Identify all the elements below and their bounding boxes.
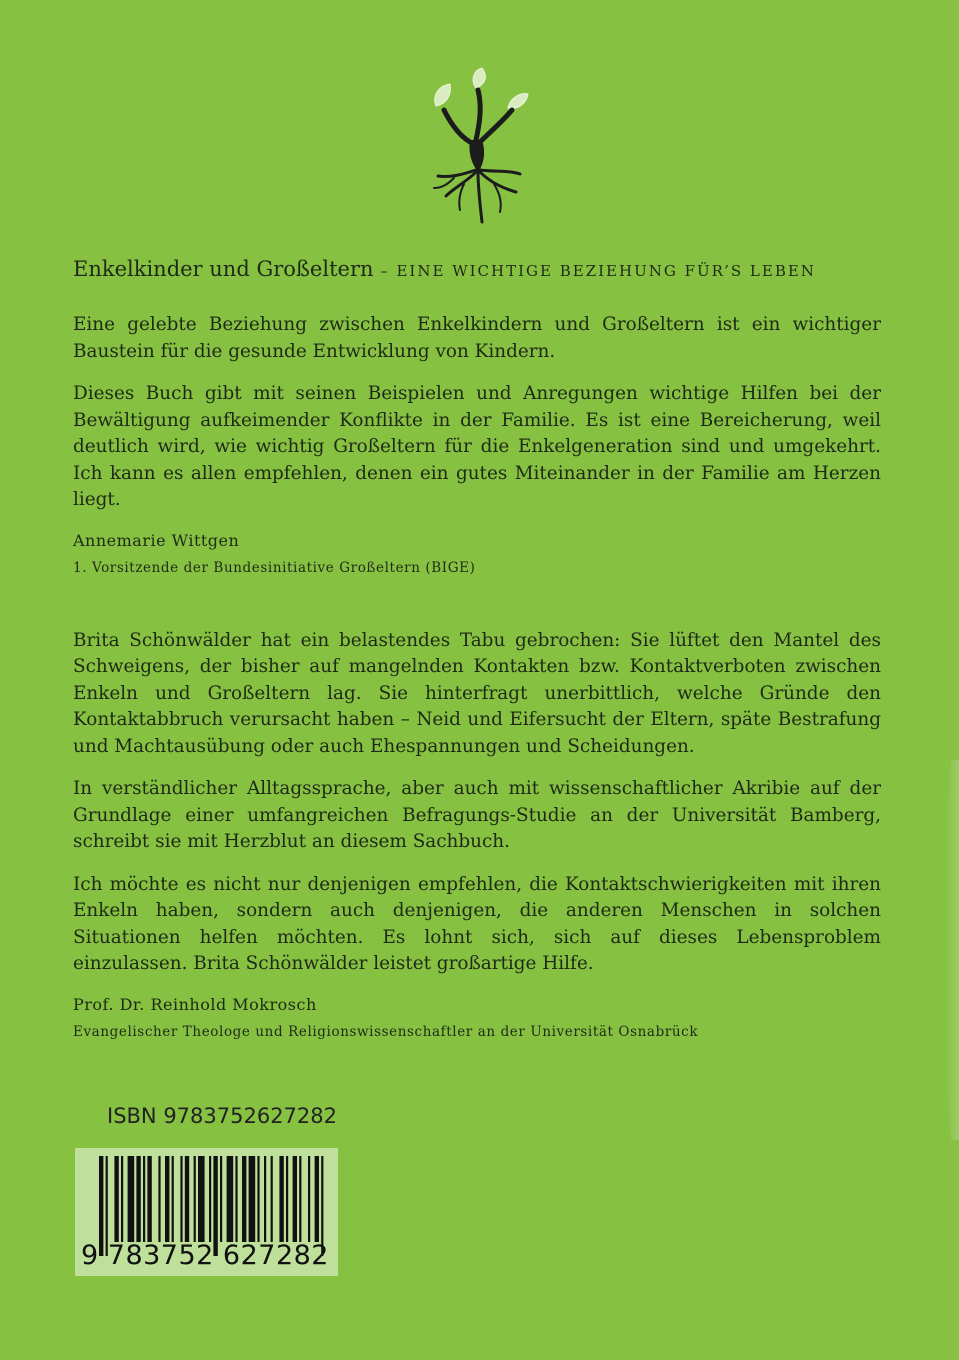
book-title: Enkelkinder und Großeltern bbox=[73, 257, 374, 281]
barcode-bar bbox=[194, 1156, 196, 1242]
barcode-bar bbox=[227, 1156, 234, 1242]
barcode-bar bbox=[158, 1156, 160, 1242]
barcode-bar bbox=[147, 1156, 151, 1242]
barcode-bar bbox=[209, 1156, 211, 1242]
barcode-bar bbox=[180, 1156, 182, 1242]
barcode-bar bbox=[198, 1156, 205, 1242]
review2-paragraph-1: Brita Schönwälder hat ein belastendes Tabu gebrochen: Sie lüftet den Mantel des Schweigens, der bisher auf mangelnden Kontakten bzw. Kontaktverboten zwischen Enkeln und Großeltern lag. Sie hinterfragt unerbittlich, welche Gründe den Kontaktabbruch verursacht haben – Neid und Eifersucht der Eltern, späte Bestrafung und Machtausübung oder auch Ehespannungen und Scheidungen. bbox=[73, 629, 881, 757]
barcode-bar bbox=[308, 1156, 310, 1242]
review1-author: Annemarie Wittgen bbox=[73, 530, 240, 550]
barcode-bar bbox=[143, 1156, 145, 1242]
barcode-bar bbox=[128, 1156, 135, 1242]
review2-paragraph-3: Ich möchte es nicht nur denjenigen empfehlen, die Kontaktschwierigkeiten mit ihren Enkeln haben, sondern auch denjenigen, die anderen Menschen in solchen Situationen helfen möchten. Es lohnt sich, sich auf dieses Lebensproblem einzulassen. Brita Schönwälder leistet großartige Hilfe. bbox=[73, 873, 881, 974]
review1-paragraph-1: Eine gelebte Beziehung zwischen Enkelkindern und Großeltern ist ein wichtiger Baustein für die gesunde Entwicklung von Kindern. bbox=[73, 314, 881, 362]
barcode-bar bbox=[264, 1156, 266, 1242]
page-edge-shadow bbox=[945, 760, 959, 1140]
barcode-bar bbox=[235, 1156, 237, 1242]
barcode-bar bbox=[293, 1156, 297, 1242]
barcode-bar bbox=[114, 1156, 118, 1242]
barcode-bar bbox=[136, 1156, 140, 1242]
tree-with-roots-icon bbox=[424, 66, 534, 226]
barcode-bar bbox=[257, 1156, 259, 1242]
book-title-line bbox=[73, 254, 881, 286]
barcode-bar bbox=[185, 1156, 189, 1242]
barcode bbox=[75, 1148, 338, 1276]
review2-author: Prof. Dr. Reinhold Mokrosch bbox=[73, 994, 317, 1014]
review2-role: Evangelischer Theologe und Religionswissenschaftler an der Universität Osnabrück bbox=[73, 1023, 699, 1040]
barcode-bar bbox=[286, 1156, 288, 1242]
barcode-bar bbox=[172, 1156, 174, 1242]
barcode-bar bbox=[271, 1156, 273, 1242]
barcode-bar bbox=[165, 1156, 169, 1242]
book-subtitle: – EINE WICHTIGE BEZIEHUNG FÜR’S LEBEN bbox=[380, 262, 816, 280]
barcode-bar bbox=[220, 1156, 222, 1242]
barcode-digits: 9 783752 627282 bbox=[81, 1240, 329, 1271]
barcode-bar bbox=[315, 1156, 319, 1242]
isbn-label: ISBN 9783752627282 bbox=[107, 1104, 338, 1128]
barcode-bar bbox=[249, 1156, 256, 1242]
barcode-bar bbox=[279, 1156, 283, 1242]
review2-paragraph-2: In verständlicher Alltagssprache, aber auch mit wissenschaftlicher Akribie auf der Grundlage einer umfangreichen Befragungs-Studie an der Universität Bamberg, schreibt sie mit Herzblut an diesem Sachbuch. bbox=[73, 778, 881, 852]
cover-text bbox=[73, 254, 881, 1042]
barcode-bar bbox=[299, 1156, 301, 1242]
review1-role: 1. Vorsitzende der Bundesinitiative Großeltern (BIGE) bbox=[73, 559, 476, 576]
barcode-bar bbox=[242, 1156, 246, 1242]
barcode-bar bbox=[121, 1156, 123, 1242]
review1-paragraph-2: Dieses Buch gibt mit seinen Beispielen und Anregungen wichtige Hilfen bei der Bewältigung aufkeimender Konflikte in der Familie. Es ist eine Bereicherung, weil deutlich wird, wie wichtig Großeltern für die Enkelgeneration sind und umgekehrt. Ich kann es allen empfehlen, denen ein gutes Miteinander in der Familie am Herzen liegt. bbox=[73, 383, 881, 510]
